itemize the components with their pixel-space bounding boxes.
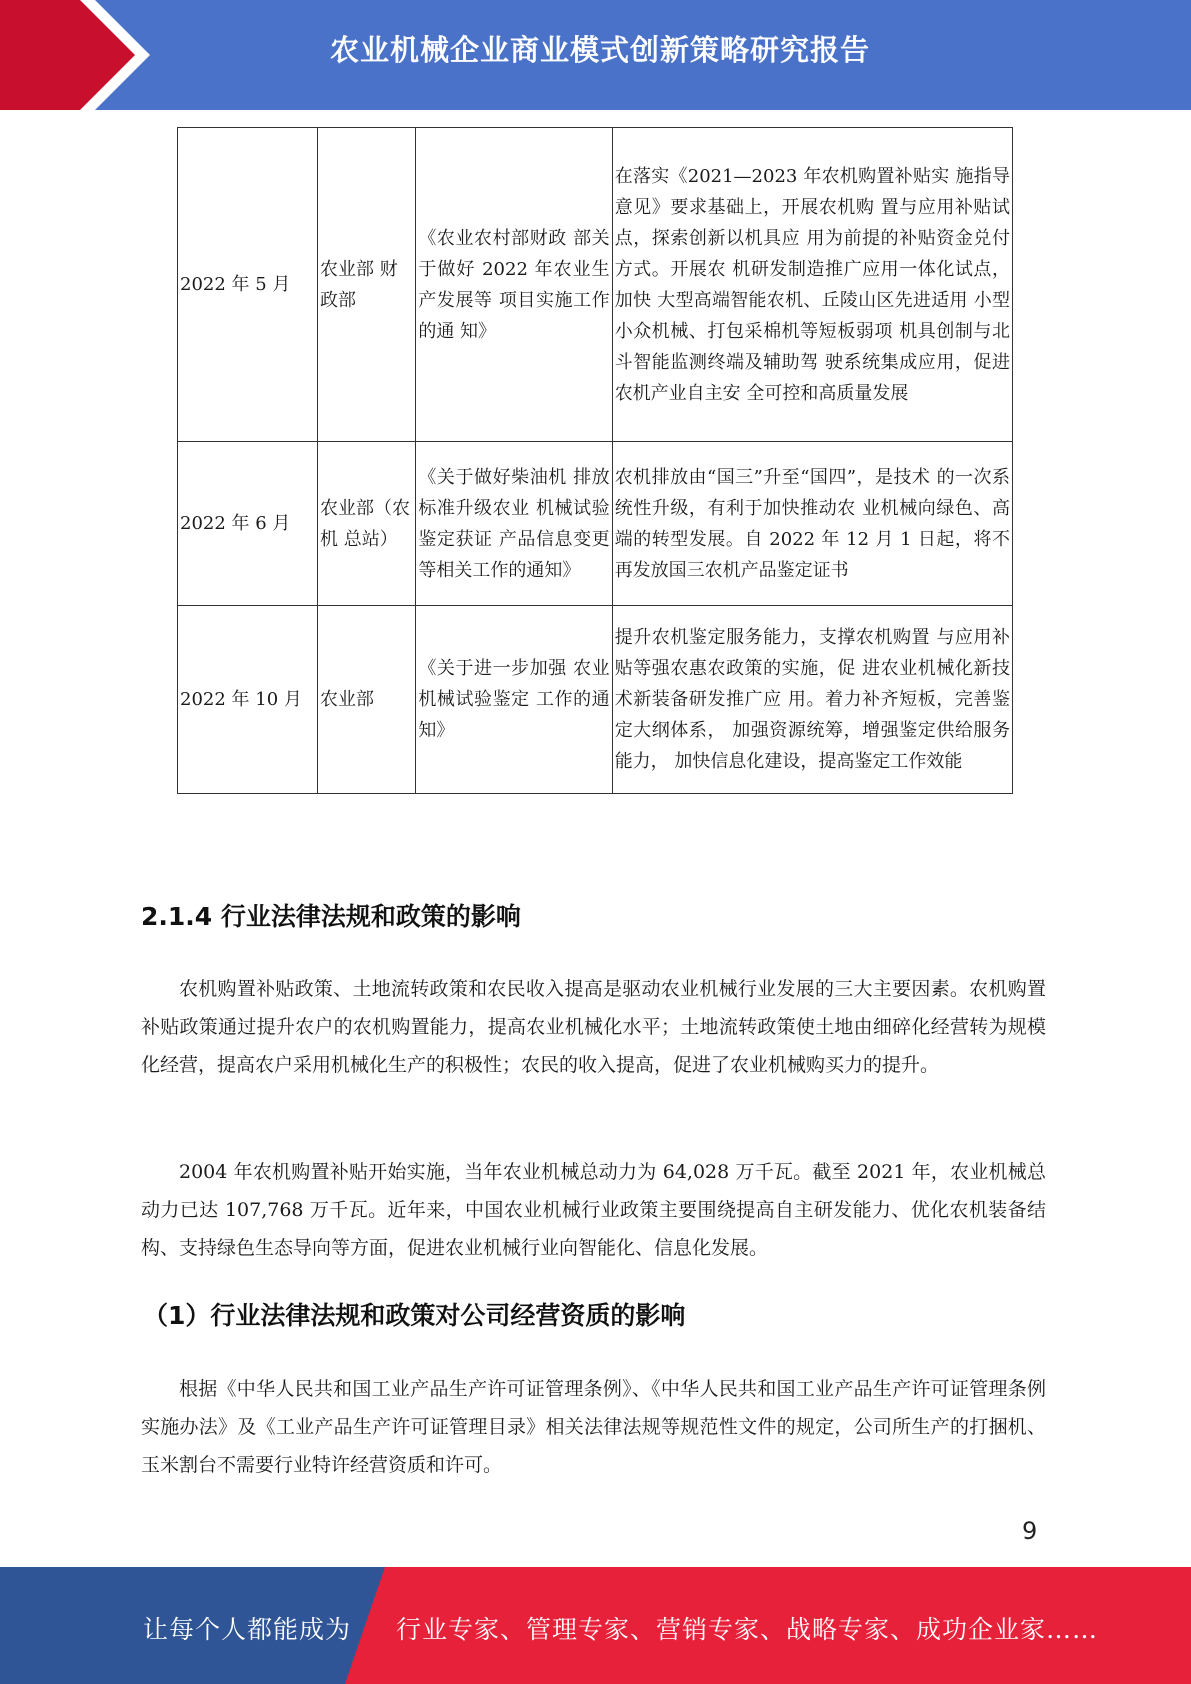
row-content: 提升农机鉴定服务能力，支撑农机购置 与应用补贴等强农惠农政策的实施，促 进农业机械化新技术新装备研发推广应 用。着力补齐短板，完善鉴定大纲体系， 加强资源统筹，增强鉴定供给服务能力， 加快信息化建设，提高鉴定工作效能 <box>612 606 1012 794</box>
footer-slogan-right: 行业专家、管理专家、营销专家、战略专家、成功企业家…… <box>396 1615 1099 1644</box>
table-row <box>178 606 1013 794</box>
row-content: 农机排放由“国三”升至“国四”，是技术 的一次系统性升级，有利于加快推动农 业机械向绿色、高端的转型发展。自 2022 年 12 月 1 日起，将不再发放国三农机产品鉴定证书 <box>612 442 1012 606</box>
row-document: 《农业农村部财政 部关于做好 2022 年农业生产发展等 项目实施工作的通 知》 <box>416 128 612 442</box>
page-footer <box>0 1567 1191 1684</box>
section-heading: 2.1.4 行业法律法规和政策的影响 <box>141 902 521 931</box>
row-date: 2022 年 10 月 <box>178 606 318 794</box>
row-date: 2022 年 6 月 <box>178 442 318 606</box>
row-dept: 农业部 财政部 <box>317 128 415 442</box>
subsection-heading: （1）行业法律法规和政策对公司经营资质的影响 <box>143 1301 686 1330</box>
footer-slogan-left: 让每个人都能成为 <box>143 1615 352 1644</box>
table-row <box>178 128 1013 442</box>
row-dept: 农业部 <box>317 606 415 794</box>
report-title: 农业机械企业商业模式创新策略研究报告 <box>330 33 871 67</box>
page-number: 9 <box>1022 1517 1038 1545</box>
row-document: 《关于进一步加强 农业机械试验鉴定 工作的通知》 <box>416 606 612 794</box>
paragraph-qualification: 根据《中华人民共和国工业产品生产许可证管理条例》、《中华人民共和国工业产品生产许可证管理条例实施办法》及《工业产品生产许可证管理目录》相关法律法规等规范性文件的规定，公司所生产的打捆机、玉米割台不需要行业特许经营资质和许可。 <box>141 1378 1046 1476</box>
header-chevron-decoration <box>0 0 160 110</box>
row-document: 《关于做好柴油机 排放标准升级农业 机械试验鉴定获证 产品信息变更等相关工作的通知》 <box>416 442 612 606</box>
paragraph-power-stats: 2004 年农机购置补贴开始实施，当年农业机械总动力为 64,028 万千瓦。截至 2021 年，农业机械总动力已达 107,768 万千瓦。近年来，中国农业机械行业政策主要围绕提高自主研发能力、优化农机装备结构、支持绿色生态导向等方面，促进农业机械行业向智能化、信息化发展。 <box>141 1161 1046 1259</box>
row-dept: 农业部（农机 总站） <box>317 442 415 606</box>
row-date: 2022 年 5 月 <box>178 128 318 442</box>
row-content: 在落实《2021—2023 年农机购置补贴实 施指导意见》要求基础上，开展农机购 置与应用补贴试点，探索创新以机具应 用为前提的补贴资金兑付方式。开展农 机研发制造推广应用一体化试点，加快 大型高端智能农机、丘陵山区先进适用 小型小众机械、打包采棉机等短板弱项 机具创制与北斗智能监测终端及辅助驾 驶系统集成应用，促进农机产业自主安 全可控和高质量发展 <box>612 128 1012 442</box>
page-header <box>0 0 1191 110</box>
paragraph-drivers: 农机购置补贴政策、土地流转政策和农民收入提高是驱动农业机械行业发展的三大主要因素。农机购置补贴政策通过提升农户的农机购置能力，提高农业机械化水平；土地流转政策使土地由细碎化经营转为规模化经营，提高农户采用机械化生产的积极性；农民的收入提高，促进了农业机械购买力的提升。 <box>141 978 1046 1076</box>
table-row <box>178 442 1013 606</box>
policy-table <box>177 127 1013 794</box>
